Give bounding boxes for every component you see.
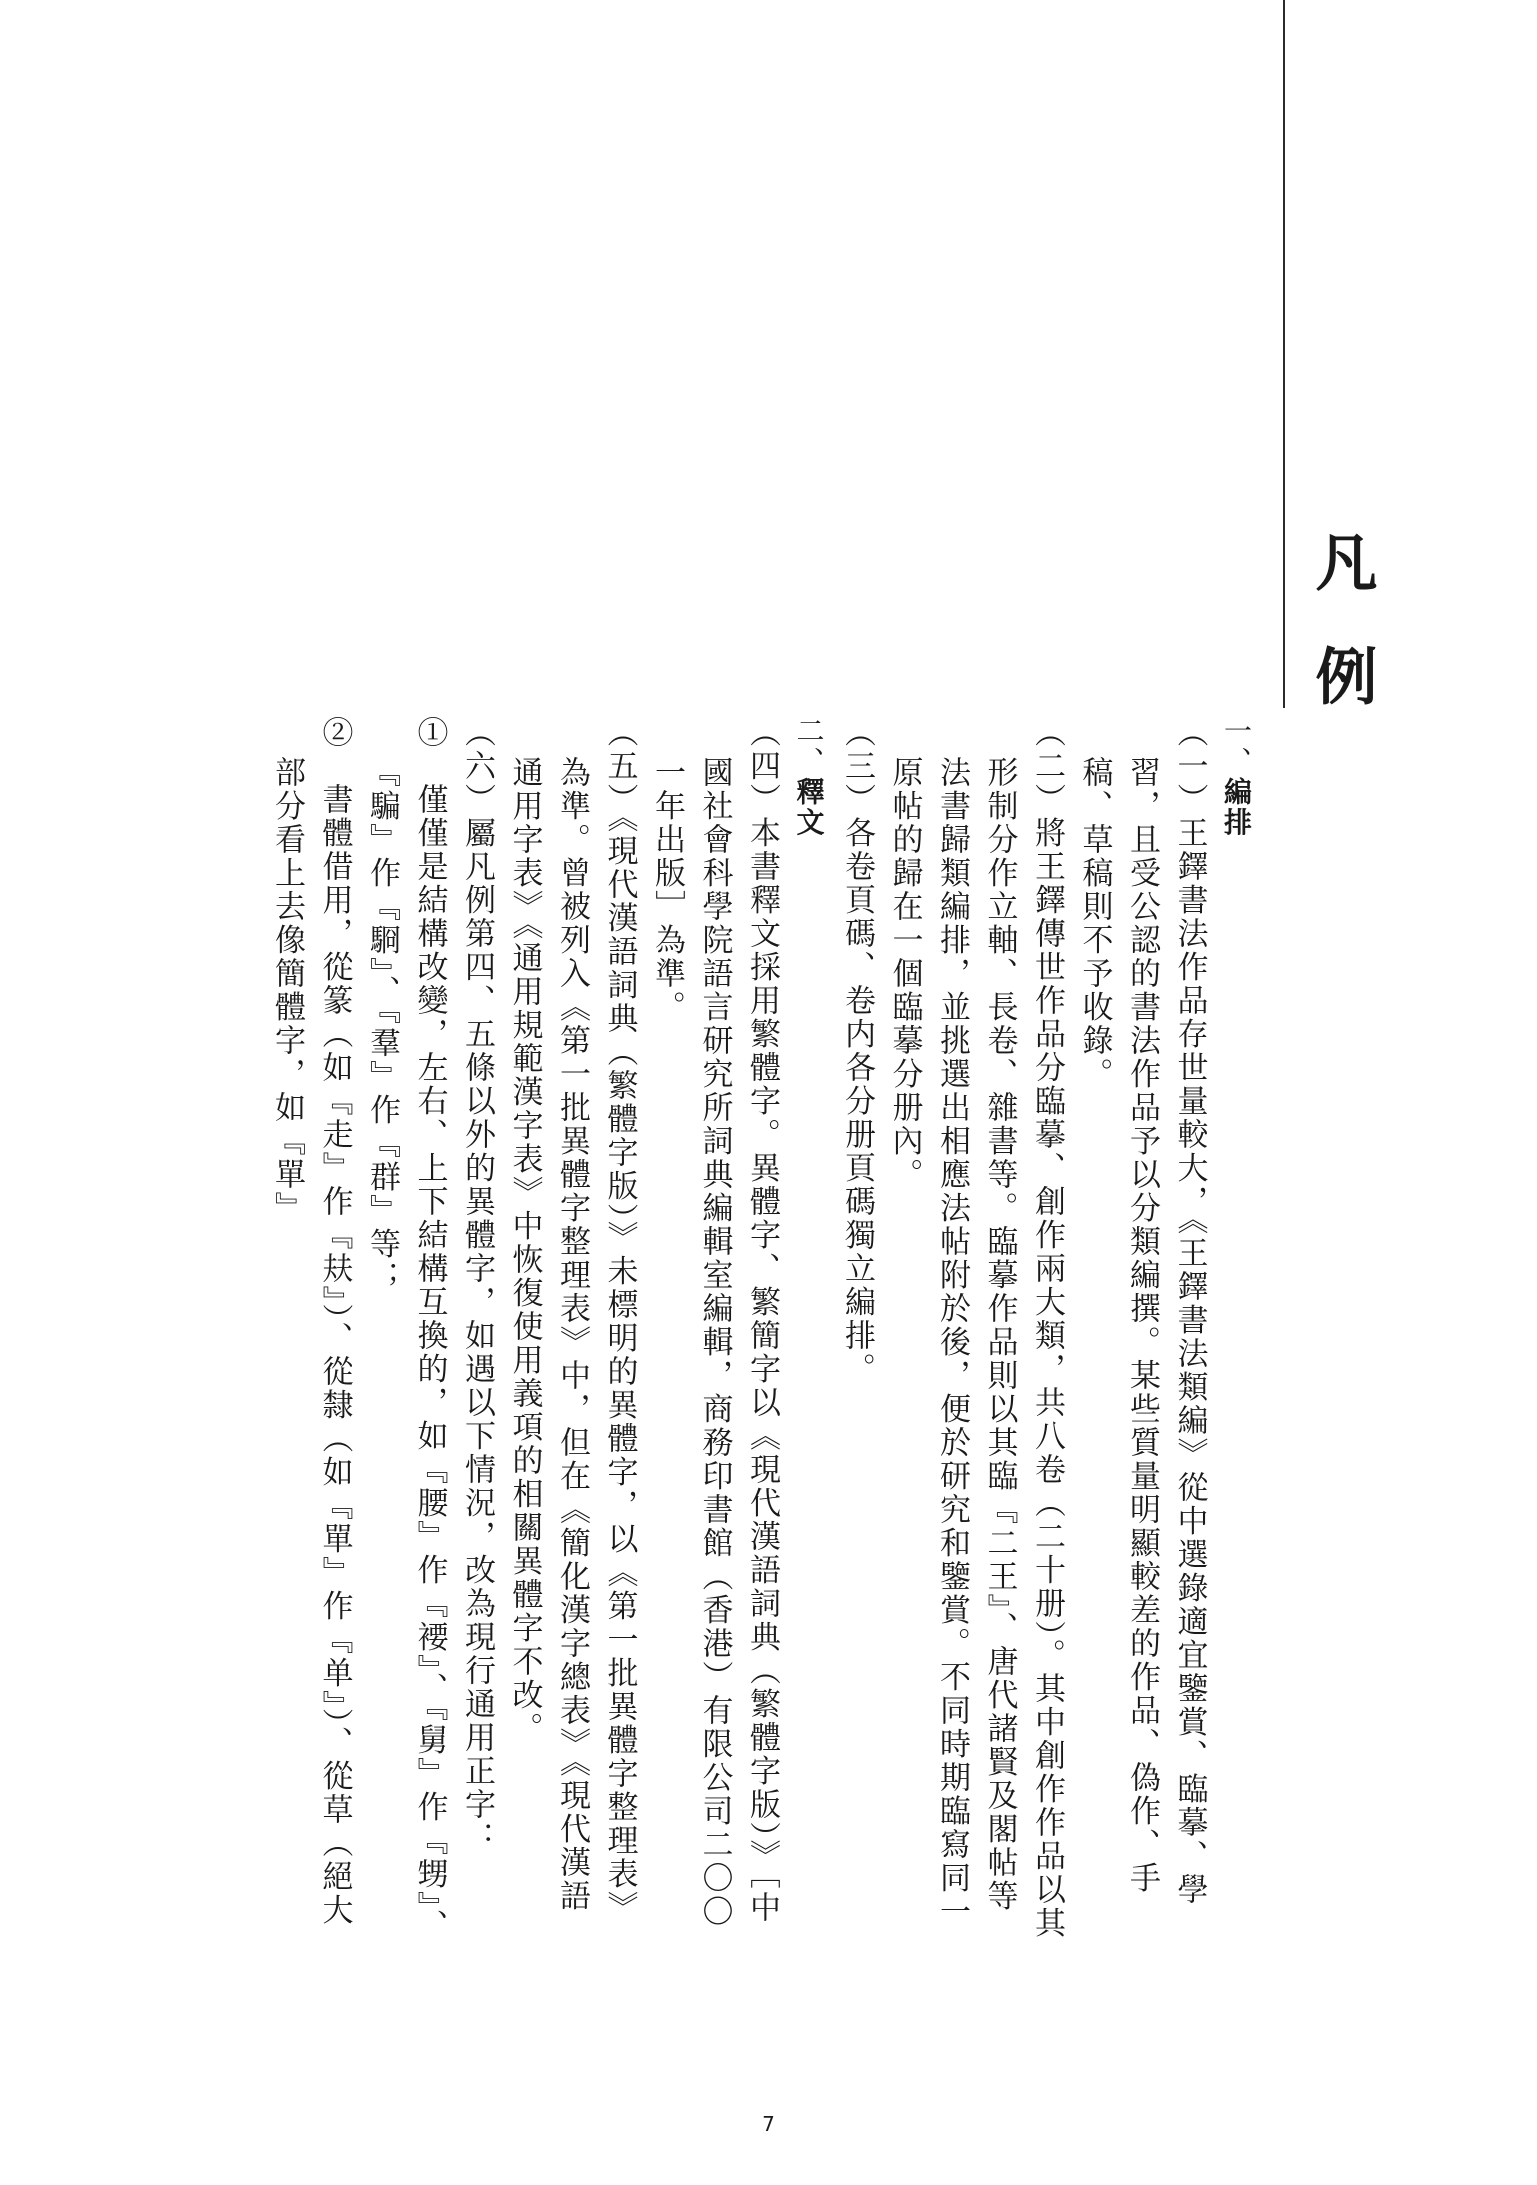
rule-item-5: （五）《現代漢語詞典（繁體字版）》未標明的異體字，以《第一批異體字整理表》為準。曾被列入《第一批異體字整理表》中，但在《簡化漢字總表》《現代漢語通用字表》《通用規範漢字表》中恢復使用義項的相關異體字不改。 (506, 716, 638, 1925)
rule-subitem-1: ① 僅僅是結構改變，左右、上下結構互換的，如『腰』作『䙅』、『舅』作『甥』、『騙』作『䮐』、『羣』作『群』等； (364, 716, 448, 1943)
vertical-rule (1283, 0, 1285, 708)
body-text (190, 716, 1260, 1946)
rule-subitem-2: ② 書體借用，從篆（如『走』作『㚘』）、從隸（如『單』作『单』）、從草（絕大部分看上去像簡體字，如『單』 (269, 716, 353, 1927)
rule-item-3: （三）各卷頁碼、卷内各分册頁碼獨立編排。 (839, 716, 875, 1386)
section-number: 一、 (1220, 716, 1253, 777)
section-heading-transcription (785, 716, 833, 1946)
page-number: 7 (762, 2112, 775, 2136)
page-title: 凡例 (1305, 530, 1378, 758)
section-heading-label: 釋文 (792, 777, 826, 838)
rule-item-2: （二）將王鐸傳世作品分臨摹、創作兩大類，共八卷（二十册）。其中創作作品以其形制分作立軸、長卷、雜書等。臨摹作品則以其臨『二王』、唐代諸賢及閣帖等法書歸類編排，並挑選出相應法帖附於後，便於研究和鑒賞。不同時期臨寫同一原帖的歸在一個臨摹分册內。 (886, 716, 1065, 1940)
rule-item-4: （四）本書釋文採用繁體字。異體字、繁簡字以《現代漢語詞典（繁體字版）》［中國社會科學院語言研究所詞典編輯室編輯，商務印書館（香港）有限公司二〇〇一年出版］為準。 (649, 716, 780, 1929)
section-heading-label: 編排 (1220, 777, 1253, 838)
section-heading-editing (1213, 716, 1261, 1946)
rule-item-6: （六）屬凡例第四、五條以外的異體字，如遇以下情況，改為現行通用正字： (459, 716, 495, 1855)
rule-item-1: （一）王鐸書法作品存世量較大，《王鐸書法類編》從中選錄適宜鑒賞、臨摹、學習，且受公認的書法作品予以分類編撰。某些質量明顯較差的作品、偽作、手稿、草稿則不予收錄。 (1076, 716, 1208, 1907)
section-number: 二、 (792, 716, 826, 777)
